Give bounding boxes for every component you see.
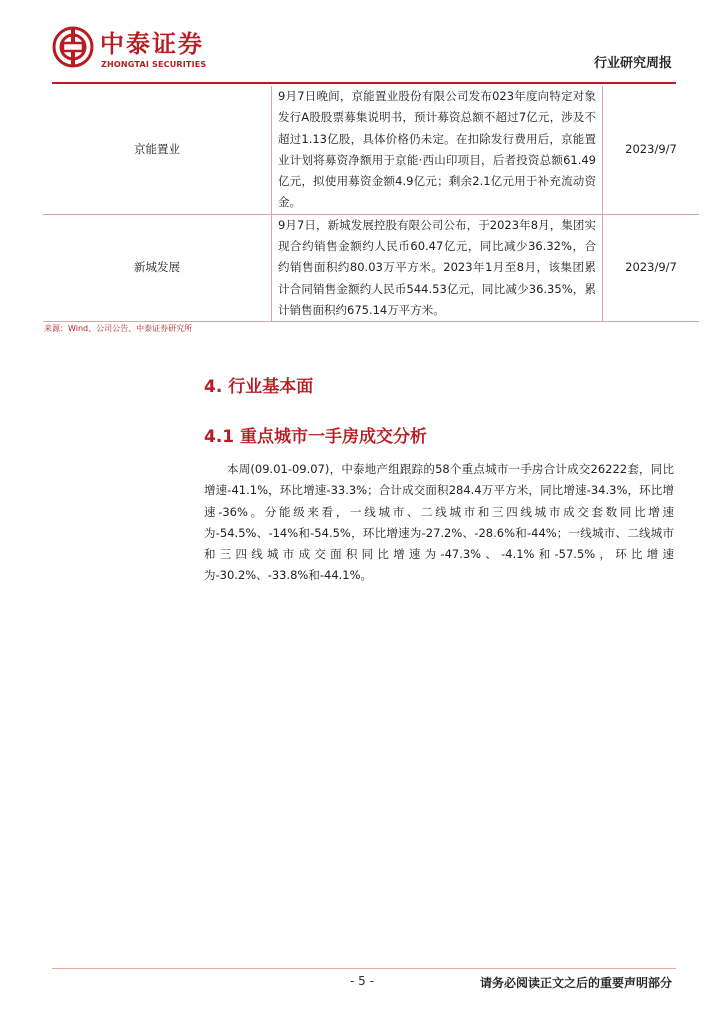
date-cell: 2023/9/7 (603, 86, 700, 214)
footer-divider (52, 968, 676, 969)
brand-name-en: ZHONGTAI SECURITIES (101, 60, 207, 69)
source-note: 来源：Wind、公司公告、中泰证券研究所 (44, 324, 193, 333)
table-row (43, 214, 699, 321)
page-number: - 5 - (350, 974, 374, 988)
date-cell: 2023/9/7 (603, 214, 700, 321)
company-cell: 新城发展 (43, 214, 272, 321)
subsection-title: 4.1 重点城市一手房成交分析 (204, 427, 428, 447)
news-table (43, 86, 699, 322)
section-title: 4. 行业基本面 (204, 377, 314, 397)
header-divider (52, 82, 676, 84)
zhongtai-logo-icon (52, 26, 94, 68)
brand-name-cn: 中泰证券 (100, 30, 204, 58)
disclaimer-text: 请务必阅读正文之后的重要声明部分 (479, 976, 672, 990)
company-cell: 京能置业 (43, 86, 272, 214)
report-type-label: 行业研究周报 (593, 56, 672, 71)
page-header (0, 0, 724, 84)
content-cell: 9月7日，新城发展控股有限公司公布，于2023年8月，集团实现合约销售金额约人民币60.47亿元，同比减少36.32%，合约销售面积约80.03万平方米。2023年1月至8月，该集团累计合同销售金额约人民币544.53亿元，同比减少36.35%，累计销售面积约675.14万平方米。 (272, 214, 603, 321)
table-row (43, 86, 699, 214)
content-cell: 9月7日晚间，京能置业股份有限公司发布023年度向特定对象发行A股股票募集说明书，预计募资总额不超过7亿元，涉及不超过1.13亿股，具体价格仍未定。在扣除发行费用后，京能置业计划将募资净额用于京能·西山印项目，后者投资总额61.49亿元，拟使用募资金额4.9亿元；剩余2.1亿元用于补充流动资金。 (272, 86, 603, 214)
body-paragraph: 本周(09.01-09.07)，中泰地产组跟踪的58个重点城市一手房合计成交26222套，同比增速-41.1%，环比增速-33.3%；合计成交面积284.4万平方米，同比增速-34.3%，环比增速-36%。分能级来看，一线城市、二线城市和三四线城市成交套数同比增速为-54.5%、-14%和-54.5%，环比增速为-27.2%、-28.6%和-44%；一线城市、二线城市和三四线城市成交面积同比增速为-47.3%、-4.1%和-57.5%，环比增速为-30.2%、-33.8%和-44.1%。 (204, 462, 674, 583)
